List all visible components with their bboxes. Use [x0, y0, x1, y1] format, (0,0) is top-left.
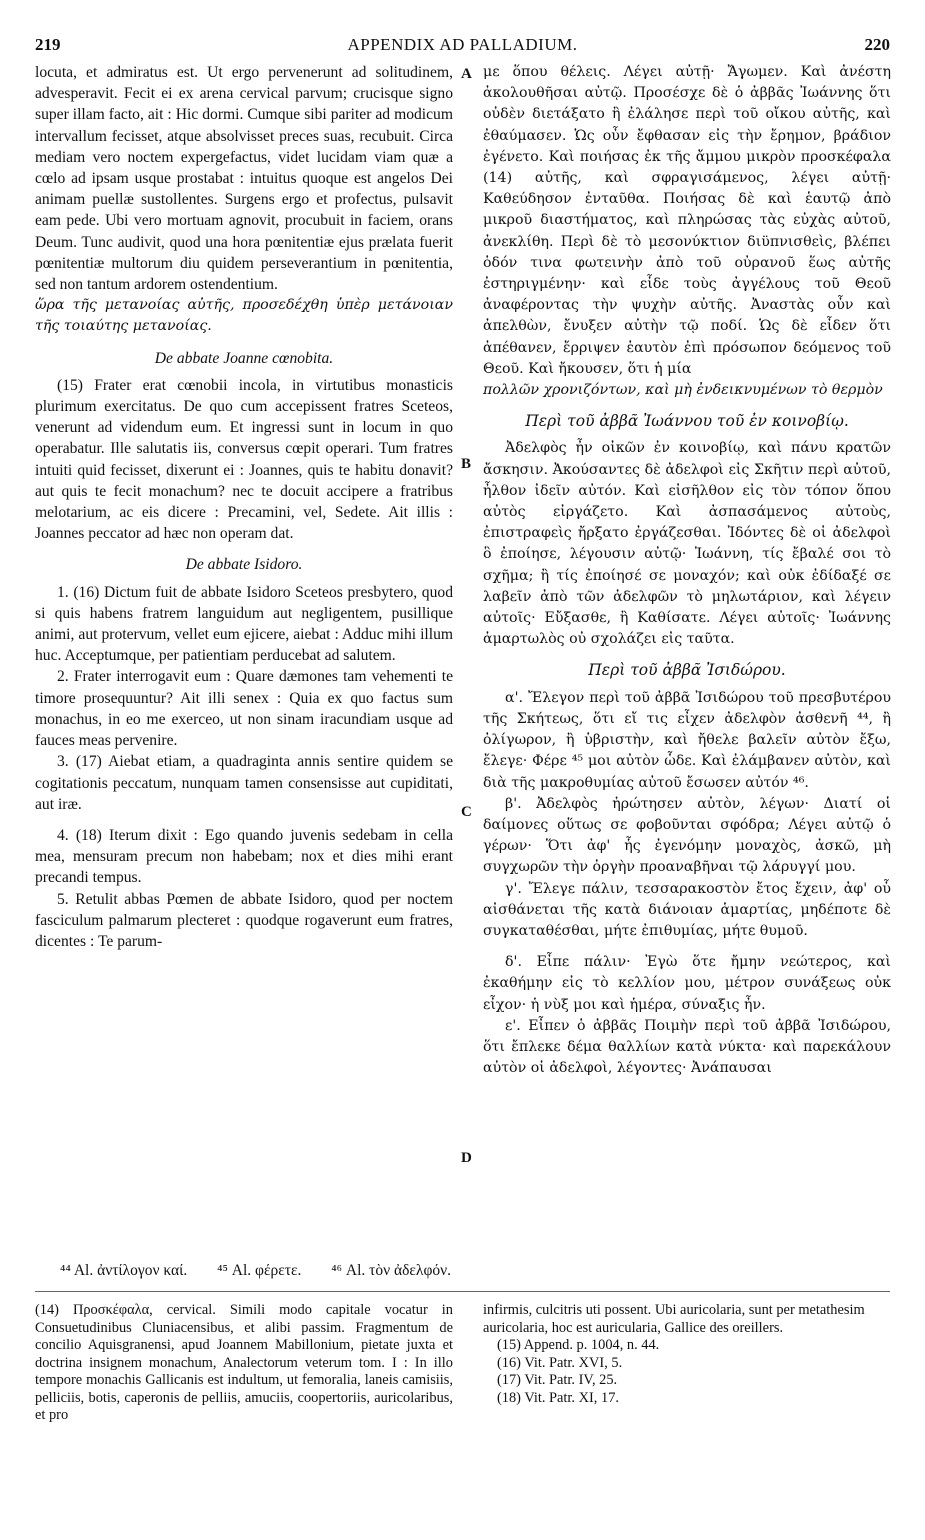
section-heading-joannes: De abbate Joanne cœnobita. [154, 349, 334, 367]
latin-paragraph: 1. (16) Dictum fuit de abbate Isidoro Sceteos presbytero, quod si quis habens fratrem languidum aut negligentem, pusillique animi, aut protervum, vellet eum ejicere, aiebat : Adduc mihi illum huc. Acceptumque, per patientiam perducebat ad salutem. [35, 583, 453, 665]
footnote-right [483, 1302, 891, 1407]
greek-column [483, 62, 891, 1079]
footnote-divider [35, 1291, 890, 1292]
footnote-14: (14) Προσκέφαλα, cervical. Simili modo capitale vocatur in Consuetudinibus Cluniacensibus, et alibi passim. Fragmentum de concilio Aquisgranensi, apud Joannem Mabillonium, pietate juxta et doctrina insignem monachum, Analectorum veterum tom. I : In illo tempore monachis Gallicanis est indultum, ut femoralia, laneis camisiis, pelliciis, botis, caperonis de pelliis, amuciis, coopertoriis, auricolaribus, et pro [35, 1302, 453, 1423]
margin-marker-d: D [461, 1150, 472, 1166]
footnote-left [35, 1302, 453, 1425]
margin-marker-b: B [461, 456, 472, 472]
variant-readings [60, 1262, 477, 1280]
footnote-ref-15: (15) Append. p. 1004, n. 44. [497, 1337, 660, 1353]
greek-spanning-line: πολλῶν χρονιζόντων, καὶ μὴ ἐνδεικνυμένων τὸ θερμὸν [483, 382, 883, 399]
page-number-left: 219 [35, 35, 61, 54]
section-heading-greek-joannes: Περὶ τοῦ ἀββᾶ Ἰωάννου τοῦ ἐν κοινοβίῳ. [525, 412, 849, 431]
greek-paragraph: Ἀδελφὸς ἦν οἰκῶν ἐν κοινοβίῳ, καὶ πάνυ κρατῶν ἄσκησιν. Ἀκούσαντες δὲ ἀδελφοὶ εἰς Σκῆτιν περὶ αὐτοῦ, ἦλθον ἰδεῖν αὐτόν. Καὶ εἰσῆλθον εἰς τὸν τόπον ὅπου αὐτὸς εἰργάζετο. Καὶ ἀσπασάμενος αὐτοὺς, ἐπιστραφεὶς ἤρξατο ἐργάζεσθαι. Ἰδόντες δὲ οἱ ἀδελφοὶ ὃ ἐποίησε, λέγουσιν αὐτῷ· Ἰωάννη, τίς ἔβαλέ σοι τὸ σχῆμα; ἢ τίς ἐποίησέ σε μοναχόν; καὶ οὐκ ἐδίδαξέ σε λαβεῖν ἀπὸ τῶν ἀδελφῶν τὸ μηλωτάριον, καὶ λέγειν αὐτοῖς· Εὔξασθε, ἢ Καθίσατε. Λέγει αὐτοῖς· Ἰωάννης ἁμαρτωλὸς οὐ σχολάζει εἰς ταῦτα. [483, 440, 891, 648]
greek-paragraph: α'. Ἔλεγον περὶ τοῦ ἀββᾶ Ἰσιδώρου τοῦ πρεσβυτέρου τῆς Σκήτεως, ὅτι εἴ τις εἶχεν ἀδελφὸν ἀσθενῆ ⁴⁴, ἢ ὀλίγωρον, ἢ ὑβριστὴν, καὶ ἤθελε βαλεῖν αὐτὸν ἔξω, ἔλεγε· Φέρε ⁴⁵ μοι αὐτὸν ὧδε. Καὶ ἐλάμβανεν αὐτὸν, καὶ διὰ τῆς μακροθυμίας αὐτοῦ ἔσωσεν αὐτόν ⁴⁶. [483, 689, 891, 791]
greek-spanning-line: ὥρα τῆς μετανοίας αὐτῆς, προσεδέχθη ὑπὲρ μετάνοιαν τῆς τοιαύτης μετανοίας. [35, 297, 453, 335]
footnote-ref-17: (17) Vit. Patr. IV, 25. [497, 1372, 618, 1388]
running-title: APPENDIX AD PALLADIUM. [347, 35, 578, 54]
greek-paragraph: με ὅπου θέλεις. Λέγει αὐτῇ· Ἄγωμεν. Καὶ ἀνέστη ἀκολουθῆσαι αὐτῷ. Προσέσχε δὲ ὁ ἀββᾶς Ἰωάννης ὅτι οὐδὲν διετάξατο ἢ ἐλάλησε περὶ τοῦ οἴκου αὐτῆς, καὶ ἐθαύμασεν. Ὡς οὖν ἔφθασαν εἰς τὴν ἔρημον, βράδιον ἐγένετο. Καὶ ποιήσας ἐκ τῆς ἄμμου μικρὸν προσκέφαλα (14) αὐτῆς, καὶ σφραγισάμενος, λέγει αὐτῇ· Καθεύδησον ἐνταῦθα. Ποιήσας δὲ καὶ ἑαυτῷ ἀπὸ μικροῦ διαστήματος, καὶ πληρώσας τὰς εὐχὰς αὐτοῦ, ἀνεκλίθη. Περὶ δὲ τὸ μεσονύκτιον διϋπνισθεὶς, βλέπει ὁδόν τινα φωτεινὴν ἀπὸ τοῦ οὐρανοῦ ἕως αὐτῆς ἐστηριγμένην· καὶ εἶδε τοὺς ἀγγέλους τοῦ Θεοῦ ἀναφέροντας τὴν ψυχὴν αὐτῆς. Ἀναστὰς οὖν καὶ ἀπελθὼν, ἔνυξεν αὐτὴν τῷ ποδί. Ὡς δὲ εἶδεν ὅτι ἀπέθανεν, ἔρριψεν ἑαυτὸν ἐπὶ πρόσωπον δεόμενος τοῦ Θεοῦ. Καὶ ἤκουσεν, ὅτι ἡ μία [483, 64, 891, 377]
margin-marker-a: A [461, 66, 472, 82]
section-heading-greek-isidorus: Περὶ τοῦ ἀββᾶ Ἰσιδώρου. [588, 661, 786, 680]
page-header [35, 35, 890, 57]
page-number-right: 220 [864, 35, 890, 54]
latin-paragraph: 2. Frater interrogavit eum : Quare dæmones tam vehementi te timore prosequuntur? Ait illi senex : Quia ex quo factus sum monachus, in eo me exerceo, ut non sinam iracundiam usque ad fauces meas pervenire. [35, 668, 453, 750]
margin-marker-c: C [461, 804, 472, 820]
variant-44: ⁴⁴ Al. ἀντίλογον καί. [60, 1262, 188, 1279]
variant-46: ⁴⁶ Al. τὸν ἀδελφόν. [331, 1262, 452, 1279]
footnote-14-continued: infirmis, culcitris uti possent. Ubi auricolaria, sunt per metathesim auricolaria, hoc est auricularia, Gallice des oreillers. [483, 1302, 865, 1336]
footnote-ref-16: (16) Vit. Patr. XVI, 5. [497, 1354, 623, 1371]
latin-paragraph: 3. (17) Aiebat etiam, a quadraginta annis sentire quidem se cogitationis peccatum, nunquam tamen consensisse aut cupiditati, aut iræ. [35, 753, 453, 813]
greek-paragraph: β'. Ἀδελφὸς ἠρώτησεν αὐτὸν, λέγων· Διατί οἱ δαίμονες οὕτως σε φοβοῦνται σφόδρα; Λέγει αὐτῷ ὁ γέρων· Ὅτι ἀφ' ἧς ἐγενόμην μοναχὸς, ἀσκῶ, μὴ συγχωρῶν τὴν ὀργὴν προαναβῆναι τῷ λάρυγγί μου. [483, 795, 891, 876]
latin-paragraph: (15) Frater erat cœnobii incola, in virtutibus monasticis plurimum exercitatus. De quo cum accepissent fratres Sceteos, venerunt ad videndum eum. Et ingressi sunt in locum in quo operabatur. Ille salutatis iis, conversus cœpit operari. Tum fratres intuiti quid fecisset, dixerunt ei : Joannes, quis te habitu donavit? aut quis te fecit monachum? nec te docuit accipere a fratribus melotarium, ac eis dicere : Precamini, vel, Sedete. Ait illis : Joannes peccator ad hæc non operam dat. [35, 376, 453, 543]
variant-45: ⁴⁵ Al. φέρετε. [217, 1262, 302, 1279]
latin-paragraph: 5. Retulit abbas Pœmen de abbate Isidoro, quod per noctem fasciculum palmarum plecteret : quodque rogaverunt eum fratres, dicentes : Te parum- [35, 890, 453, 950]
greek-paragraph: δ'. Εἶπε πάλιν· Ἐγὼ ὅτε ἤμην νεώτερος, καὶ ἐκαθήμην εἰς τὸ κελλίον μου, μέτρον συνάξεως οὐκ εἶχον· ἡ νὺξ μοι καὶ ἡμέρα, σύναξις ἦν. [483, 954, 891, 1013]
latin-paragraph: 4. (18) Iterum dixit : Ego quando juvenis sedebam in cella mea, mensuram precum non habebam; nox et dies mihi erant precandi tempus. [35, 826, 453, 887]
latin-column [35, 62, 453, 952]
latin-paragraph: locuta, et admiratus est. Ut ergo pervenerunt ad solitudinem, advesperavit. Fecit ei ex arena cervical parvum; crucisque signo super illam facto, ait : Hic dormi. Cumque sibi pariter ad modicum intervallum fecisset, atque absolvisset preces suas, recubuit. Circa mediam vero noctem expergefactus, videt lucidam viam quæ a cœlo ad ipsam usque prostabat : intuitus quoque est angelos Dei animam puellæ sustollentes. Surgens ergo et profectus, pulsavit eam pede. Ubi vero mortuam agnovit, procubuit in faciem, orans Deum. Tunc audivit, quod una hora pœnitentiæ ejus prælata fuerit pœnitentiæ multorum diu quidem perseverantium in pœnitentia, sed non tantum ardorem ostendentium. [35, 64, 453, 294]
section-heading-isidorus: De abbate Isidoro. [185, 556, 303, 574]
footnote-ref-18: (18) Vit. Patr. XI, 17. [497, 1389, 619, 1406]
greek-paragraph: γ'. Ἔλεγε πάλιν, τεσσαρακοστὸν ἔτος ἔχειν, ἀφ' οὗ αἰσθάνεται τῆς κατὰ διάνοιαν ἁμαρτίας, μηδέποτε δὲ συγκαταθέσθαι, μήτε ἐπιθυμίας, μήτε θυμοῦ. [483, 880, 891, 939]
greek-paragraph: ε'. Εἶπεν ὁ ἀββᾶς Ποιμὴν περὶ τοῦ ἀββᾶ Ἰσιδώρου, ὅτι ἔπλεκε δέμα θαλλίων κατὰ νύκτα· καὶ παρεκάλουν αὐτὸν οἱ ἀδελφοὶ, λέγοντες· Ἀνάπαυσαι [483, 1017, 891, 1077]
